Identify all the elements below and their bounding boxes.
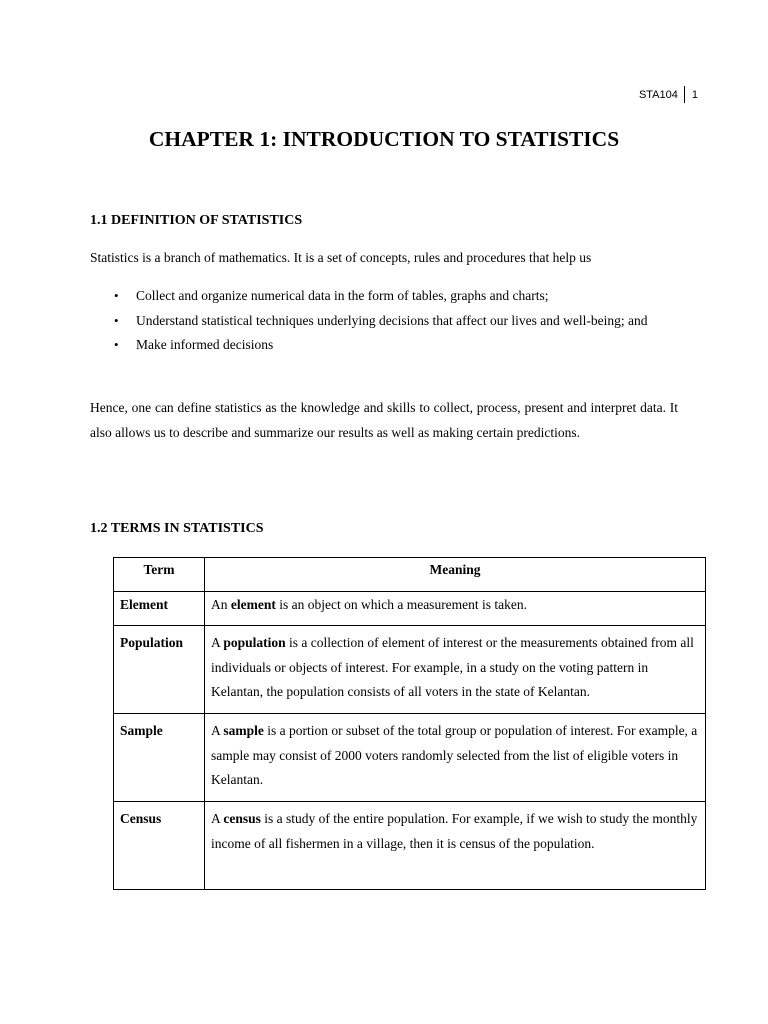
table-header-row [114,558,706,592]
term-emphasis: population [223,635,286,650]
definition-conclusion: Hence, one can define statistics as the knowledge and skills to collect, process, present and interpret data. It also allows us to describe and summarize our results as well as making certain predictions. [90,400,678,440]
meaning-cell: A sample is a portion or subset of the total group or population of interest. For example, a sample may consist of 2000 voters randomly selected from the list of eligible voters in Kelantan. [205,714,706,802]
chapter-title: CHAPTER 1: INTRODUCTION TO STATISTICS [148,127,620,151]
column-header-term: Term [114,558,205,592]
term-emphasis: element [230,596,276,612]
table-row [114,802,706,890]
term-cell: Sample [114,714,205,802]
meaning-cell: A population is a collection of element of interest or the measurements obtained from all individuals or objects of interest. For example, in a study on the voting pattern in Kelantan, the population consists of all voters in the state of Kelantan. [205,626,706,714]
bullet-list [90,284,678,358]
definition-intro: Statistics is a branch of mathematics. It is a set of concepts, rules and procedures that help us [90,250,592,265]
table-row [114,591,706,626]
term-emphasis: census [223,811,261,826]
term-emphasis: sample [223,723,264,738]
page-number: 1 [691,88,698,101]
term-cell: Population [114,626,205,714]
list-item: • Collect and organize numerical data in the form of tables, graphs and charts; [90,284,678,309]
terms-table [113,557,706,890]
course-code: STA104 [638,88,678,101]
term-cell: Element [114,591,205,626]
meaning-cell: A census is a study of the entire population. For example, if we wish to study the monthly income of all fishermen in a village, then it is census of the population. [205,802,706,890]
list-item: • Understand statistical techniques underlying decisions that affect our lives and well-being; and [90,309,678,334]
section-heading-definition: 1.1 DEFINITION OF STATISTICS [90,213,303,228]
table-row [114,714,706,802]
table-row [114,626,706,714]
page-header [639,86,698,103]
term-cell: Census [114,802,205,890]
section-heading-terms: 1.2 TERMS IN STATISTICS [90,521,264,536]
meaning-cell: An element is an object on which a measurement is taken. [205,591,706,626]
header-divider [684,86,685,103]
list-item: • Make informed decisions [90,333,678,358]
column-header-meaning: Meaning [205,558,706,592]
